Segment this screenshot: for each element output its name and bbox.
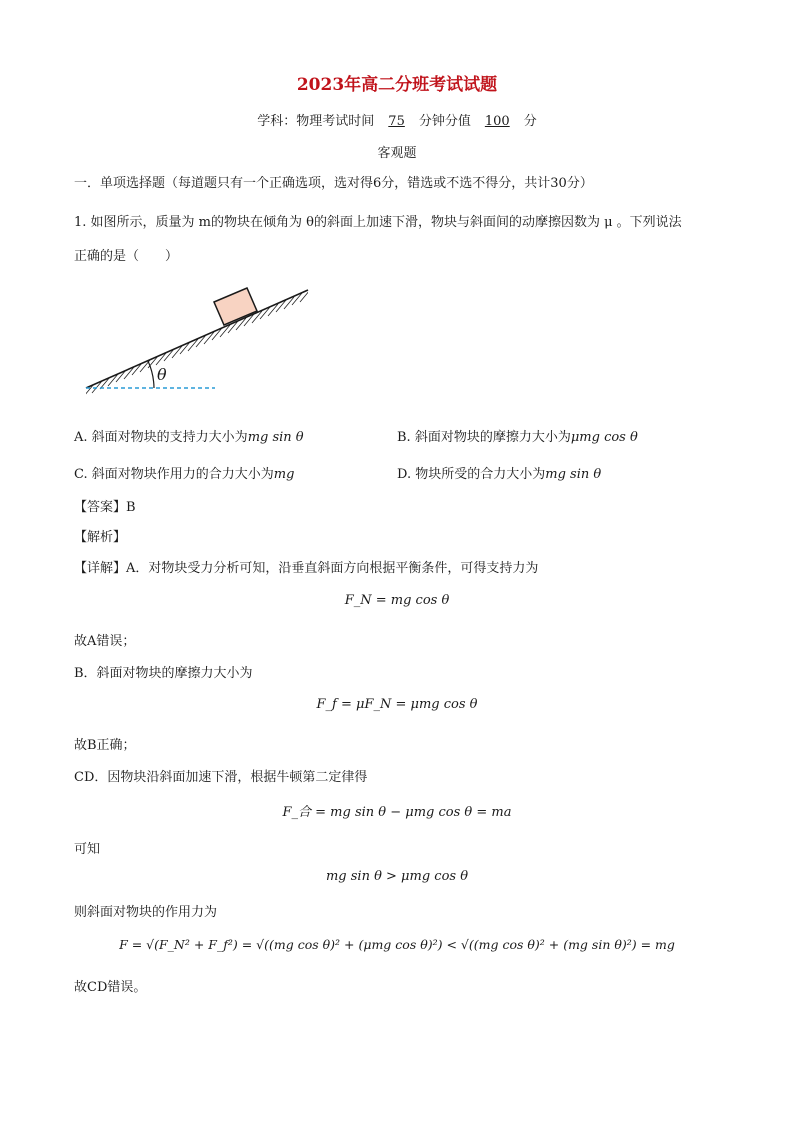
section-heading: 一．单项选择题（每道题只有一个正确选项，选对得6分，错选或不选不得分，共计30分）: [74, 176, 593, 191]
detail-intro: 【详解】A．对物块受力分析可知，沿垂直斜面方向根据平衡条件，可得支持力为: [74, 561, 539, 576]
conclusion-cd: 故CD错误。: [74, 980, 147, 995]
analysis-label: 【解析】: [74, 530, 127, 545]
equation-5: F = √(F_N² + F_f²) = √((mg cos θ)² + (μmg cos θ)²) < √((mg cos θ)² + (mg sin θ)²) = mg: [119, 937, 675, 952]
meta-mid: 分钟分值: [418, 114, 471, 129]
equation-1: F_N = mg cos θ: [344, 593, 450, 608]
question-stem-line2: 正确的是（ ）: [74, 249, 179, 264]
b-intro: B．斜面对物块的摩擦力大小为: [74, 666, 253, 681]
equation-2: F_f = μF_N = μmg cos θ: [316, 697, 478, 712]
meta-suffix: 分: [523, 114, 537, 129]
force-intro: 则斜面对物块的作用力为: [74, 905, 218, 920]
angle-arc: [148, 361, 154, 388]
cd-intro: CD．因物块沿斜面加速下滑，根据牛顿第二定律得: [74, 770, 368, 785]
incline-figure: [80, 280, 320, 395]
conclusion-a: 故A错误；: [74, 634, 136, 649]
conclusion-b: 故B正确；: [74, 738, 136, 753]
exam-score: 100: [484, 114, 510, 129]
angle-label: θ: [157, 365, 167, 384]
exam-time: 75: [388, 114, 405, 129]
option-c: C. 斜面对物块作用力的合力大小为mg: [74, 467, 295, 482]
meta-prefix: 学科：物理考试时间: [257, 114, 375, 129]
exam-meta: [0, 110, 794, 129]
page-title: 2023年高二分班考试试题: [296, 75, 498, 95]
equation-3: F_合 = mg sin θ − μmg cos θ = ma: [282, 805, 512, 820]
option-d: D. 物块所受的合力大小为mg sin θ: [397, 467, 602, 482]
ke-zhi: 可知: [74, 842, 101, 857]
equation-4: mg sin θ > μmg cos θ: [325, 869, 469, 884]
option-a: A. 斜面对物块的支持力大小为mg sin θ: [74, 430, 304, 445]
question-stem-line1: 1. 如图所示，质量为 m的物块在倾角为 θ的斜面上加速下滑，物块与斜面间的动摩擦因数为 μ 。下列说法: [74, 215, 682, 230]
incline-surface: [86, 290, 308, 388]
incline-hatching: [84, 290, 310, 395]
subtitle: 客观题: [377, 146, 417, 161]
option-b: B. 斜面对物块的摩擦力大小为μmg cos θ: [397, 430, 638, 445]
block: [214, 288, 257, 325]
answer-label: 【答案】B: [74, 500, 136, 515]
